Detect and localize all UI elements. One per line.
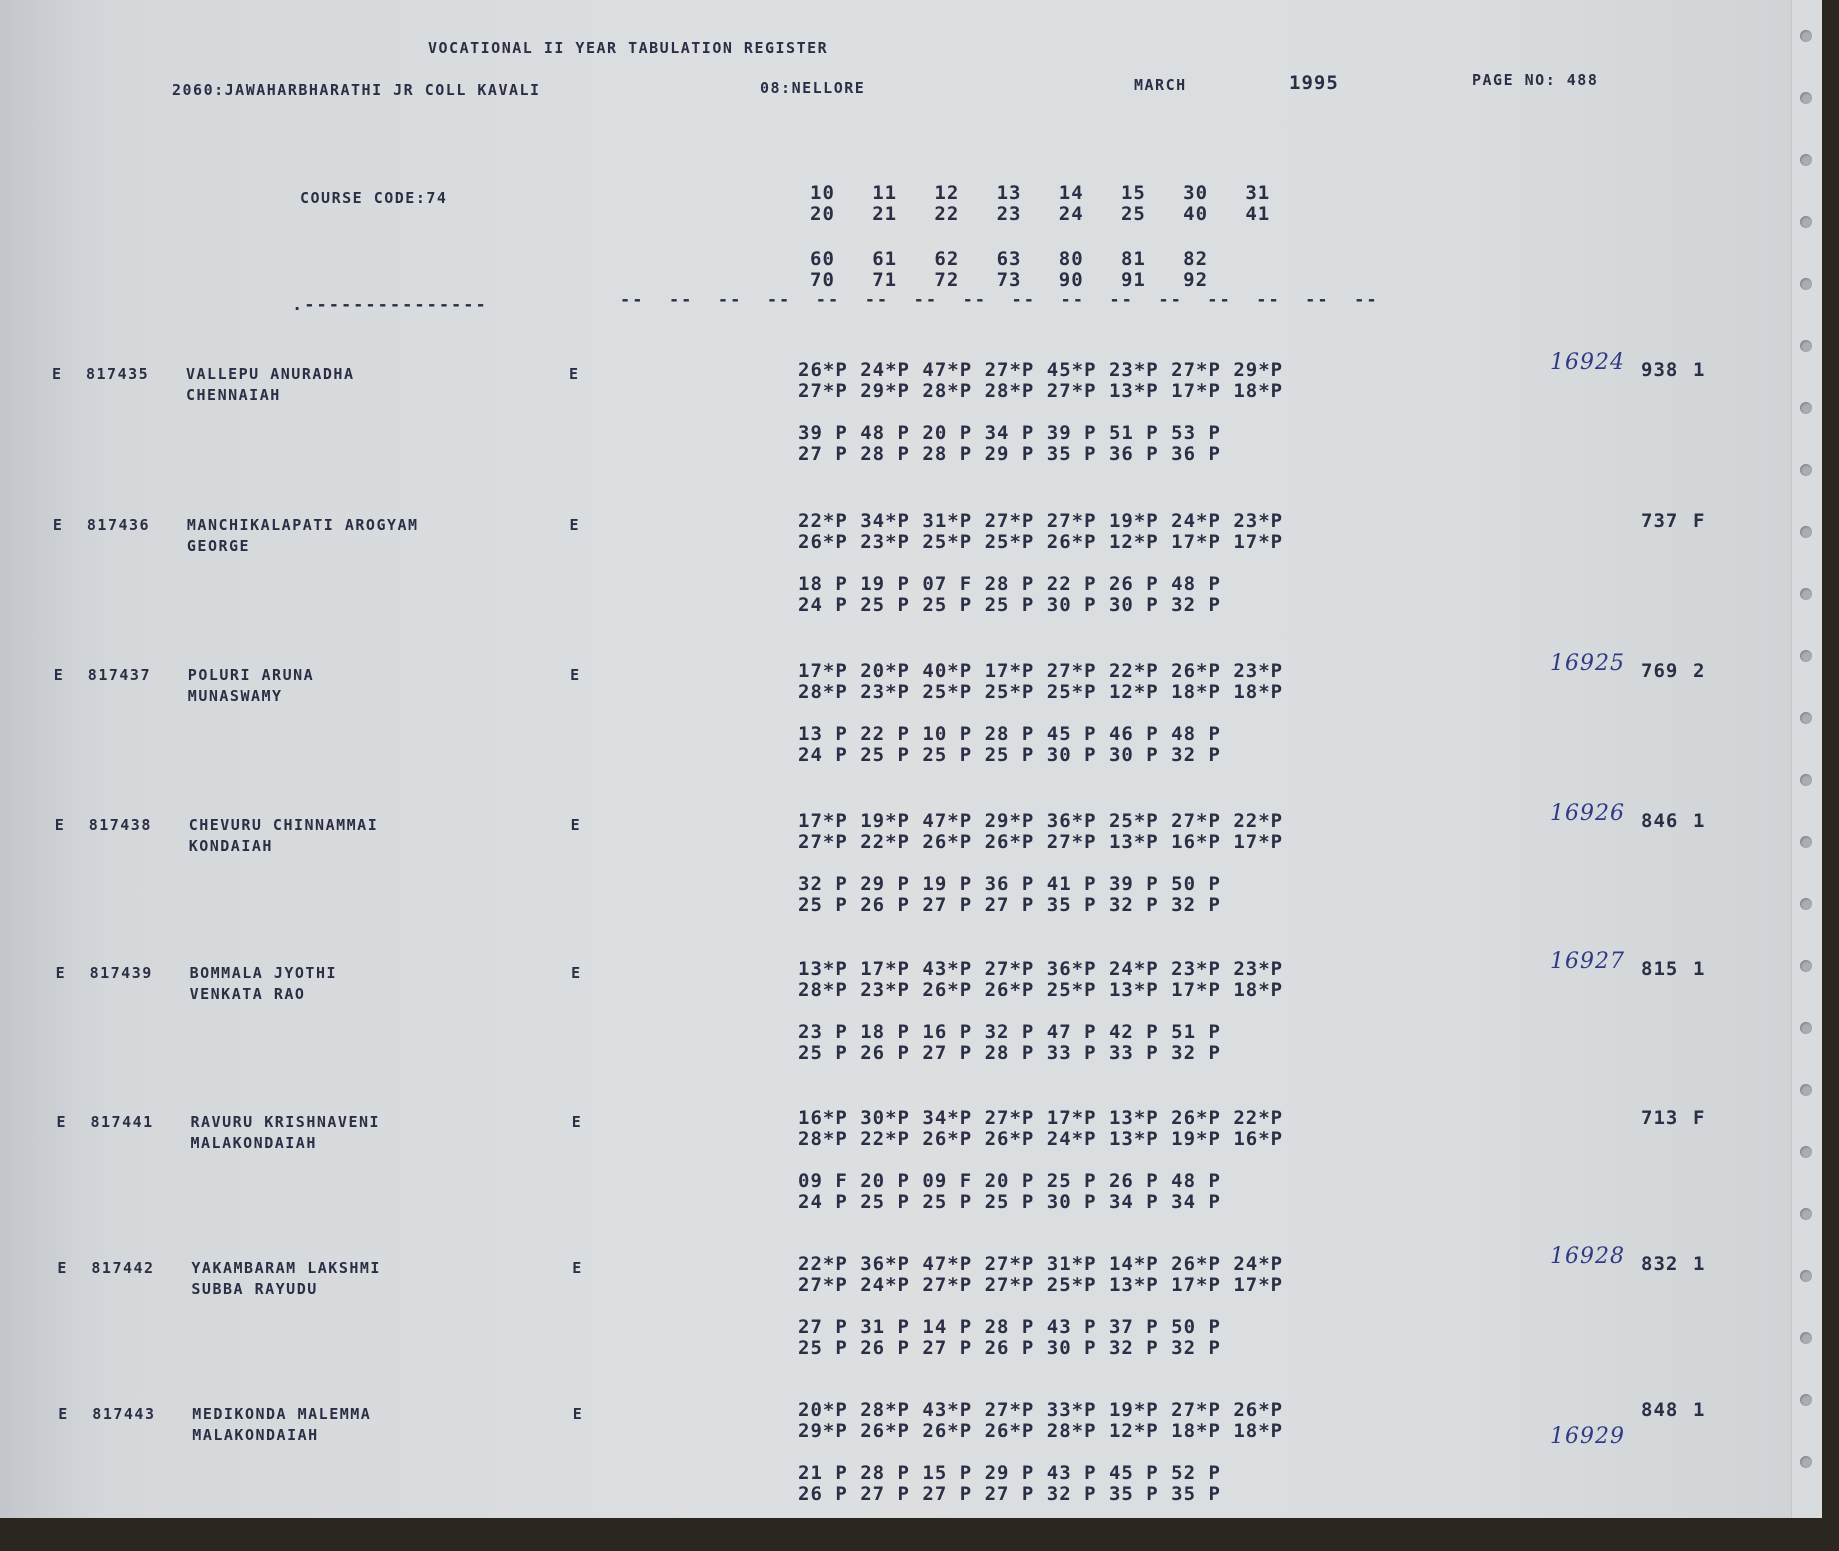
handwritten-number: 16924 bbox=[1550, 350, 1625, 375]
student-name: VALLEPU ANURADHA bbox=[186, 365, 355, 383]
roll-number: 817443 bbox=[92, 1405, 156, 1423]
marks-row: 25 P 26 P 27 P 28 P 33 P 33 P 32 P bbox=[798, 1042, 1221, 1064]
total-marks: 938 bbox=[1641, 359, 1679, 381]
sprocket-hole bbox=[1800, 588, 1812, 600]
marks-row: 09 F 20 P 09 F 20 P 25 P 26 P 48 P bbox=[798, 1170, 1221, 1192]
marks-row: 13*P 17*P 43*P 27*P 36*P 24*P 23*P 23*P bbox=[798, 958, 1284, 980]
marks-row: 16*P 30*P 34*P 27*P 17*P 13*P 26*P 22*P bbox=[798, 1107, 1284, 1129]
total-marks: 737 bbox=[1641, 510, 1679, 532]
marks-row: 29*P 26*P 26*P 26*P 28*P 12*P 18*P 18*P bbox=[798, 1420, 1284, 1442]
sprocket-hole bbox=[1800, 1394, 1812, 1406]
medium-code: E bbox=[571, 1113, 583, 1131]
sprocket-hole bbox=[1800, 1332, 1812, 1344]
guardian-name: MALAKONDAIAH bbox=[190, 1134, 317, 1152]
sprocket-hole bbox=[1800, 1270, 1812, 1282]
guardian-name: SUBBA RAYUDU bbox=[191, 1280, 318, 1298]
marks-row: 22*P 36*P 47*P 27*P 31*P 14*P 26*P 24*P bbox=[798, 1253, 1284, 1275]
record-letter: E bbox=[56, 1113, 68, 1131]
total-marks: 846 bbox=[1641, 810, 1679, 832]
subject-codes-row3: 60 61 62 63 80 81 82 bbox=[810, 248, 1209, 270]
total-marks: 713 bbox=[1641, 1107, 1679, 1129]
header-underline-left: .--------------- bbox=[292, 295, 488, 315]
exam-year: 1995 bbox=[1289, 72, 1339, 94]
result-code: 1 bbox=[1693, 1253, 1706, 1275]
college-name: 2060:JAWAHARBHARATHI JR COLL KAVALI bbox=[172, 81, 541, 99]
total-marks: 848 bbox=[1641, 1399, 1679, 1421]
sprocket-hole bbox=[1800, 402, 1812, 414]
marks-row: 28*P 23*P 25*P 25*P 25*P 12*P 18*P 18*P bbox=[798, 681, 1284, 703]
marks-row: 27 P 31 P 14 P 28 P 43 P 37 P 50 P bbox=[798, 1316, 1221, 1338]
sprocket-hole bbox=[1800, 30, 1812, 42]
medium-code: E bbox=[570, 816, 582, 834]
sprocket-hole bbox=[1800, 526, 1812, 538]
medium-code: E bbox=[570, 666, 581, 684]
result-code: 1 bbox=[1693, 810, 1706, 832]
marks-row: 22*P 34*P 31*P 27*P 27*P 19*P 24*P 23*P bbox=[798, 510, 1284, 532]
sprocket-hole bbox=[1800, 92, 1812, 104]
sprocket-hole bbox=[1800, 836, 1812, 848]
student-name: CHEVURU CHINNAMMAI bbox=[188, 816, 379, 834]
guardian-name: MALAKONDAIAH bbox=[192, 1426, 319, 1444]
subject-codes-row2: 20 21 22 23 24 25 40 41 bbox=[810, 203, 1271, 225]
marks-row: 28*P 22*P 26*P 26*P 24*P 13*P 19*P 16*P bbox=[798, 1128, 1284, 1150]
district-name: 08:NELLORE bbox=[760, 79, 866, 97]
register-title: VOCATIONAL II YEAR TABULATION REGISTER bbox=[428, 39, 829, 57]
marks-row: 18 P 19 P 07 F 28 P 22 P 26 P 48 P bbox=[798, 573, 1221, 595]
marks-row: 27*P 24*P 27*P 27*P 25*P 13*P 17*P 17*P bbox=[798, 1274, 1284, 1296]
medium-code: E bbox=[571, 964, 582, 982]
student-name: YAKAMBARAM LAKSHMI bbox=[191, 1259, 381, 1277]
sprocket-hole bbox=[1800, 1456, 1812, 1468]
guardian-name: CHENNAIAH bbox=[186, 386, 281, 404]
result-code: 1 bbox=[1693, 359, 1706, 381]
marks-row: 39 P 48 P 20 P 34 P 39 P 51 P 53 P bbox=[798, 422, 1221, 444]
marks-row: 13 P 22 P 10 P 28 P 45 P 46 P 48 P bbox=[798, 723, 1221, 745]
subject-codes-row1: 10 11 12 13 14 15 30 31 bbox=[810, 182, 1271, 204]
total-marks: 832 bbox=[1641, 1253, 1679, 1275]
guardian-name: KONDAIAH bbox=[188, 837, 273, 855]
result-code: F bbox=[1693, 510, 1706, 532]
sprocket-hole bbox=[1800, 464, 1812, 476]
marks-row: 25 P 26 P 27 P 27 P 35 P 32 P 32 P bbox=[798, 894, 1221, 916]
record-letter: E bbox=[52, 365, 63, 383]
marks-row: 27*P 22*P 26*P 26*P 27*P 13*P 16*P 17*P bbox=[798, 831, 1284, 853]
marks-row: 24 P 25 P 25 P 25 P 30 P 30 P 32 P bbox=[798, 744, 1221, 766]
handwritten-number: 16926 bbox=[1550, 801, 1625, 826]
student-name: POLURI ARUNA bbox=[187, 666, 315, 684]
marks-row: 24 P 25 P 25 P 25 P 30 P 30 P 32 P bbox=[798, 594, 1221, 616]
medium-code: E bbox=[572, 1405, 584, 1423]
roll-number: 817441 bbox=[90, 1113, 154, 1131]
sprocket-hole bbox=[1800, 650, 1812, 662]
page-number: PAGE NO: 488 bbox=[1472, 71, 1599, 89]
handwritten-number: 16929 bbox=[1550, 1424, 1625, 1449]
record-letter: E bbox=[54, 816, 66, 834]
student-name: MEDIKONDA MALEMMA bbox=[192, 1405, 372, 1423]
sprocket-hole bbox=[1800, 1022, 1812, 1034]
handwritten-number: 16925 bbox=[1550, 651, 1625, 676]
course-code: COURSE CODE:74 bbox=[300, 189, 448, 207]
medium-code: E bbox=[572, 1259, 583, 1277]
record-letter: E bbox=[52, 516, 64, 534]
guardian-name: MUNASWAMY bbox=[187, 687, 283, 705]
record-letter: E bbox=[55, 964, 67, 982]
roll-number: 817442 bbox=[91, 1259, 155, 1277]
student-name: MANCHIKALAPATI AROGYAM bbox=[186, 516, 419, 534]
sprocket-hole bbox=[1800, 898, 1812, 910]
sprocket-hole bbox=[1800, 1146, 1812, 1158]
handwritten-number: 16928 bbox=[1550, 1244, 1625, 1269]
marks-row: 17*P 19*P 47*P 29*P 36*P 25*P 27*P 22*P bbox=[798, 810, 1284, 832]
roll-number: 817436 bbox=[86, 516, 151, 534]
medium-code: E bbox=[569, 365, 580, 383]
marks-row: 28*P 23*P 26*P 26*P 25*P 13*P 17*P 18*P bbox=[798, 979, 1284, 1001]
sprocket-hole bbox=[1800, 154, 1812, 166]
marks-row: 32 P 29 P 19 P 36 P 41 P 39 P 50 P bbox=[798, 873, 1221, 895]
medium-code: E bbox=[569, 516, 581, 534]
exam-month: MARCH bbox=[1134, 76, 1187, 94]
student-name: RAVURU KRISHNAVENI bbox=[190, 1113, 381, 1131]
marks-row: 26*P 23*P 25*P 25*P 26*P 12*P 17*P 17*P bbox=[798, 531, 1284, 553]
roll-number: 817438 bbox=[88, 816, 152, 834]
sprocket-strip bbox=[1791, 0, 1822, 1518]
result-code: 2 bbox=[1693, 660, 1706, 682]
record-letter: E bbox=[57, 1259, 68, 1277]
total-marks: 769 bbox=[1641, 660, 1679, 682]
marks-row: 25 P 26 P 27 P 26 P 30 P 32 P 32 P bbox=[798, 1337, 1221, 1359]
result-code: 1 bbox=[1693, 958, 1706, 980]
sprocket-hole bbox=[1800, 712, 1812, 724]
sprocket-hole bbox=[1800, 278, 1812, 290]
record-letter: E bbox=[58, 1405, 69, 1423]
total-marks: 815 bbox=[1641, 958, 1679, 980]
guardian-name: VENKATA RAO bbox=[189, 985, 306, 1003]
handwritten-number: 16927 bbox=[1550, 949, 1625, 974]
header-underline-right: -- -- -- -- -- -- -- -- -- -- -- -- -- -- -- -- bbox=[620, 290, 1379, 310]
sprocket-hole bbox=[1800, 340, 1812, 352]
marks-row: 21 P 28 P 15 P 29 P 43 P 45 P 52 P bbox=[798, 1462, 1221, 1484]
result-code: 1 bbox=[1693, 1399, 1706, 1421]
marks-row: 27 P 28 P 28 P 29 P 35 P 36 P 36 P bbox=[798, 443, 1221, 465]
sprocket-hole bbox=[1800, 960, 1812, 972]
result-code: F bbox=[1693, 1107, 1706, 1129]
roll-number: 817439 bbox=[89, 964, 153, 982]
marks-row: 20*P 28*P 43*P 27*P 33*P 19*P 27*P 26*P bbox=[798, 1399, 1284, 1421]
roll-number: 817435 bbox=[86, 365, 150, 383]
sprocket-hole bbox=[1800, 216, 1812, 228]
sprocket-hole bbox=[1800, 1084, 1812, 1096]
guardian-name: GEORGE bbox=[186, 537, 251, 555]
subject-codes-row4: 70 71 72 73 90 91 92 bbox=[810, 269, 1209, 291]
record-letter: E bbox=[53, 666, 65, 684]
student-name: BOMMALA JYOTHI bbox=[189, 964, 338, 982]
marks-row: 17*P 20*P 40*P 17*P 27*P 22*P 26*P 23*P bbox=[798, 660, 1284, 682]
marks-row: 26 P 27 P 27 P 27 P 32 P 35 P 35 P bbox=[798, 1483, 1221, 1505]
sprocket-hole bbox=[1800, 1208, 1812, 1220]
marks-row: 23 P 18 P 16 P 32 P 47 P 42 P 51 P bbox=[798, 1021, 1221, 1043]
marks-row: 26*P 24*P 47*P 27*P 45*P 23*P 27*P 29*P bbox=[798, 359, 1284, 381]
marks-row: 27*P 29*P 28*P 28*P 27*P 13*P 17*P 18*P bbox=[798, 380, 1284, 402]
sprocket-hole bbox=[1800, 774, 1812, 786]
marks-row: 24 P 25 P 25 P 25 P 30 P 34 P 34 P bbox=[798, 1191, 1221, 1213]
roll-number: 817437 bbox=[87, 666, 151, 684]
